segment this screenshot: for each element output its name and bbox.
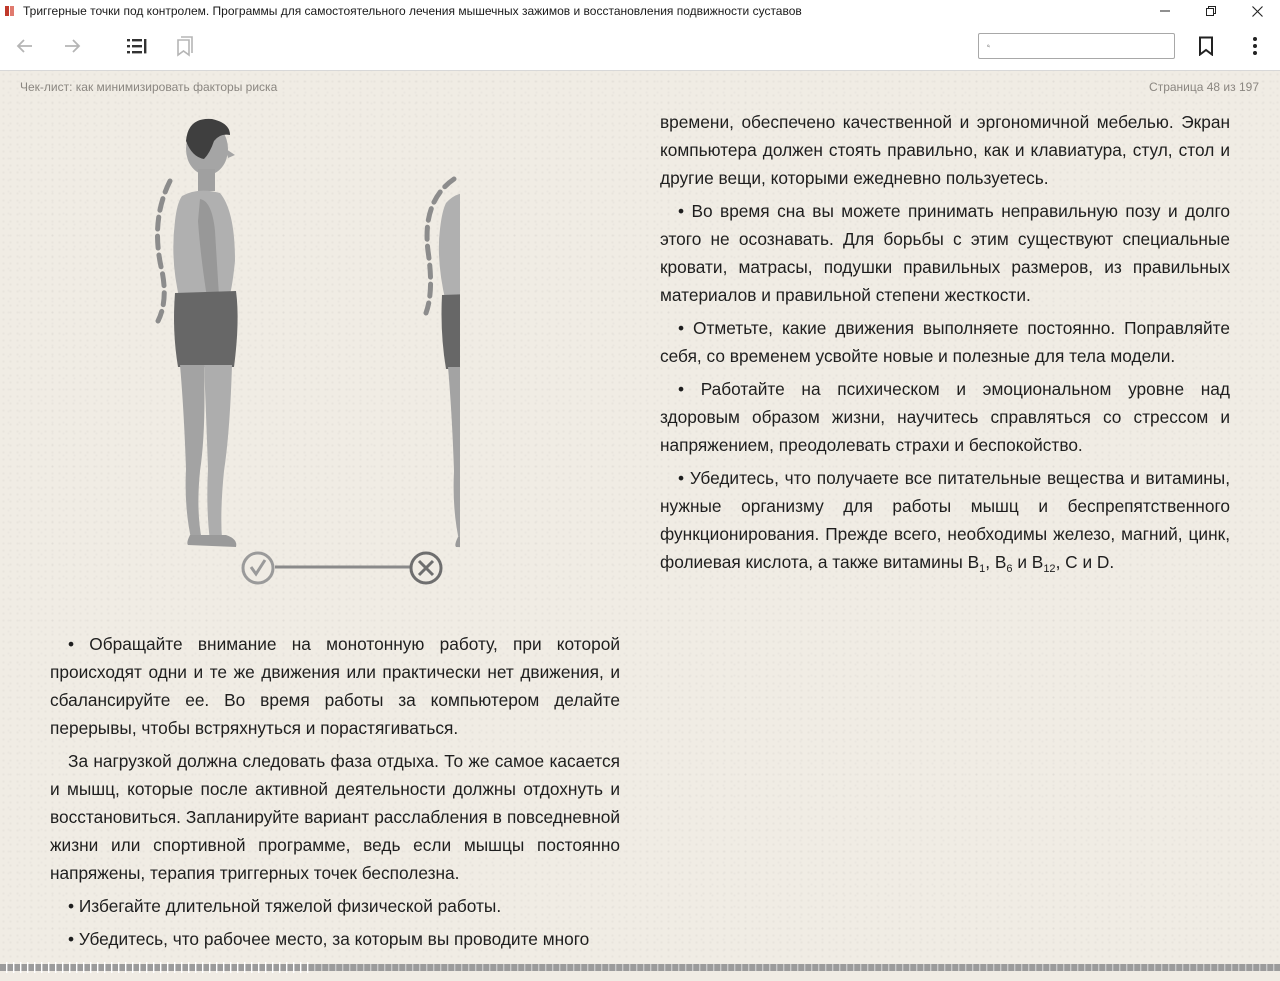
timeline-tick: [559, 964, 560, 971]
timeline-tick: [874, 964, 875, 971]
timeline-tick: [1035, 964, 1036, 971]
timeline-tick: [643, 964, 644, 971]
timeline-tick: [48, 962, 49, 973]
timeline-tick: [818, 964, 819, 971]
timeline-tick: [769, 964, 770, 971]
timeline-tick: [552, 964, 553, 971]
timeline-tick: [811, 964, 812, 971]
timeline-tick: [923, 964, 924, 971]
timeline-tick: [1126, 964, 1127, 971]
arrow-left-icon: [15, 36, 35, 56]
timeline-tick: [195, 962, 196, 973]
posture-illustration: [140, 111, 460, 591]
timeline-tick: [69, 962, 70, 973]
restore-icon: [1206, 6, 1216, 16]
timeline-tick: [20, 962, 21, 973]
timeline-tick: [300, 962, 301, 973]
timeline-tick: [1210, 964, 1211, 971]
timeline-tick: [664, 964, 665, 971]
timeline-tick: [1084, 964, 1085, 971]
timeline-tick: [762, 964, 763, 971]
timeline-tick: [97, 962, 98, 973]
timeline-tick: [1119, 964, 1120, 971]
timeline-tick: [608, 964, 609, 971]
timeline-tick: [167, 962, 168, 973]
timeline-tick: [160, 962, 161, 973]
timeline-tick: [377, 964, 378, 971]
timeline-tick: [657, 964, 658, 971]
timeline-tick: [790, 964, 791, 971]
timeline-tick: [615, 964, 616, 971]
timeline-tick: [748, 964, 749, 971]
timeline-tick: [216, 962, 217, 973]
timeline-tick: [321, 964, 322, 971]
timeline-tick: [104, 962, 105, 973]
right-paragraph: • Отметьте, какие движения выполняете постоянно. Поправляйте себя, со временем усвойте новые и полезные для тела модели.: [660, 318, 1230, 366]
timeline-tick: [412, 964, 413, 971]
timeline-tick: [279, 962, 280, 973]
timeline-tick: [804, 964, 805, 971]
timeline-tick: [1042, 964, 1043, 971]
timeline-tick: [503, 964, 504, 971]
timeline-tick: [1189, 964, 1190, 971]
timeline-tick: [398, 964, 399, 971]
timeline-tick: [405, 964, 406, 971]
timeline-tick: [573, 964, 574, 971]
timeline-tick: [27, 962, 28, 973]
timeline-tick: [720, 964, 721, 971]
timeline-tick: [90, 962, 91, 973]
minimize-button[interactable]: [1142, 0, 1188, 22]
timeline-tick: [55, 962, 56, 973]
timeline-tick: [1238, 964, 1239, 971]
bad-posture-figure: [426, 124, 460, 549]
timeline-tick: [629, 964, 630, 971]
timeline-tick: [6, 962, 7, 973]
good-posture-figure: [158, 119, 238, 547]
timeline-tick: [174, 962, 175, 973]
timeline-tick: [860, 964, 861, 971]
timeline-tick: [1252, 964, 1253, 971]
timeline-tick: [1273, 964, 1274, 971]
check-circle-icon: [241, 551, 275, 585]
timeline-tick: [1049, 964, 1050, 971]
page-timeline[interactable]: [0, 959, 1280, 976]
timeline-tick: [1007, 964, 1008, 971]
timeline-tick: [223, 962, 224, 973]
timeline-tick: [13, 962, 14, 973]
timeline-tick: [125, 962, 126, 973]
more-options-button[interactable]: [1240, 31, 1270, 61]
timeline-tick: [1196, 964, 1197, 971]
timeline-tick: [1014, 964, 1015, 971]
timeline-tick: [251, 962, 252, 973]
timeline-tick: [517, 964, 518, 971]
bookmark-button[interactable]: [1191, 31, 1221, 61]
timeline-tick: [930, 964, 931, 971]
timeline-tick: [244, 962, 245, 973]
timeline-tick: [1175, 964, 1176, 971]
timeline-tick: [587, 964, 588, 971]
timeline-tick: [986, 964, 987, 971]
timeline-tick: [685, 964, 686, 971]
timeline-tick: [524, 964, 525, 971]
timeline-tick: [307, 962, 308, 973]
search-box[interactable]: [978, 33, 1175, 59]
timeline-tick: [1140, 964, 1141, 971]
timeline-tick: [76, 962, 77, 973]
left-paragraph: • Обращайте внимание на монотонную работу, при которой происходят одни и те же движения или практически нет движения, и сбалансируйте ее. Во время работы за компьютером делайте перерывы, чтобы встряхнуться и порастягиваться.: [50, 634, 620, 738]
timeline-tick: [1245, 964, 1246, 971]
timeline-tick: [699, 964, 700, 971]
timeline-tick: [181, 962, 182, 973]
timeline-tick: [475, 964, 476, 971]
timeline-tick: [566, 964, 567, 971]
timeline-tick: [1056, 964, 1057, 971]
timeline-tick: [706, 964, 707, 971]
timeline-tick: [349, 964, 350, 971]
chapter-title: Чек-лист: как минимизировать факторы риска: [20, 80, 278, 94]
timeline-tick: [118, 962, 119, 973]
left-page-text: [50, 630, 620, 958]
timeline-tick: [909, 964, 910, 971]
back-button[interactable]: [10, 31, 40, 61]
page-indicator: Страница 48 из 197: [1149, 80, 1259, 94]
timeline-tick: [153, 962, 154, 973]
timeline-tick: [272, 962, 273, 973]
timeline-tick: [783, 964, 784, 971]
timeline-tick: [902, 964, 903, 971]
timeline-tick: [538, 964, 539, 971]
timeline-tick: [839, 964, 840, 971]
timeline-tick: [594, 964, 595, 971]
timeline-tick: [230, 962, 231, 973]
timeline-tick: [363, 964, 364, 971]
timeline-tick: [650, 964, 651, 971]
right-paragraph: • Работайте на психическом и эмоциональном уровне над здоровым образом жизни, научитесь справляться со стрессом и напряжением, преодолевать страхи и беспокойство.: [660, 379, 1230, 455]
close-button[interactable]: [1234, 0, 1280, 22]
close-icon: [1252, 6, 1263, 17]
timeline-tick: [447, 964, 448, 971]
timeline-tick: [734, 964, 735, 971]
timeline-tick: [1224, 964, 1225, 971]
timeline-tick: [384, 964, 385, 971]
timeline-tick: [825, 964, 826, 971]
timeline-tick: [293, 962, 294, 973]
timeline-tick: [342, 964, 343, 971]
timeline-tick: [580, 964, 581, 971]
timeline-tick: [188, 962, 189, 973]
timeline-tick: [111, 962, 112, 973]
right-paragraph: • Во время сна вы можете принимать неправильную позу и долго этого не осознавать. Для борьбы с этим существуют специальные кровати, матрасы, подушки правильных размеров, из правильных материалов и правильной степени жесткости.: [660, 201, 1230, 305]
reader-toolbar: [0, 22, 1280, 71]
timeline-tick: [209, 962, 210, 973]
timeline-tick: [727, 964, 728, 971]
timeline-tick: [972, 964, 973, 971]
timeline-tick: [713, 964, 714, 971]
timeline-tick: [1259, 964, 1260, 971]
timeline-tick: [1231, 964, 1232, 971]
timeline-tick: [671, 964, 672, 971]
bookmark-icon: [1197, 36, 1215, 56]
left-paragraph: • Избегайте длительной тяжелой физической работы.: [68, 896, 502, 916]
timeline-tick: [937, 964, 938, 971]
timeline-tick: [678, 964, 679, 971]
timeline-tick: [1161, 964, 1162, 971]
timeline-tick: [132, 962, 133, 973]
timeline-tick: [328, 964, 329, 971]
timeline-tick: [916, 964, 917, 971]
timeline-tick: [62, 962, 63, 973]
forward-button[interactable]: [57, 31, 87, 61]
search-icon: [987, 40, 990, 52]
timeline-tick: [482, 964, 483, 971]
timeline-tick: [146, 962, 147, 973]
search-input[interactable]: [994, 34, 1174, 58]
table-of-contents-icon: [126, 36, 148, 56]
right-paragraph-vitamins: • Убедитесь, что получаете все питательные вещества и витамины, нужные организму для работы мышц и беспрепятственного функционирования. Прежде всего, необходимы железо, магний, цинк, фолиевая кислота, а также витамины $В_1$, $В_6$ и $В_{12}$, С и D.: [660, 468, 1230, 575]
timeline-tick: [1168, 964, 1169, 971]
timeline-tick: [468, 964, 469, 971]
timeline-tick: [335, 964, 336, 971]
timeline-tick: [83, 962, 84, 973]
timeline-tick: [846, 964, 847, 971]
timeline-tick: [1098, 964, 1099, 971]
timeline-tick: [545, 964, 546, 971]
timeline-tick: [692, 964, 693, 971]
table-of-contents-button[interactable]: [122, 31, 152, 61]
timeline-tick: [1091, 964, 1092, 971]
timeline-ticks[interactable]: [0, 959, 1280, 976]
timeline-tick: [454, 964, 455, 971]
timeline-tick: [776, 964, 777, 971]
timeline-tick: [1182, 964, 1183, 971]
timeline-tick: [958, 964, 959, 971]
timeline-tick: [1147, 964, 1148, 971]
app-book-icon: [3, 4, 17, 18]
timeline-tick: [1000, 964, 1001, 971]
timeline-tick: [755, 964, 756, 971]
timeline-tick: [1133, 964, 1134, 971]
timeline-tick: [979, 964, 980, 971]
timeline-tick: [622, 964, 623, 971]
title-bar: [0, 0, 1280, 22]
timeline-tick: [461, 964, 462, 971]
window-title: Триггерные точки под контролем. Программы для самостоятельного лечения мышечных зажимов и восстановления подвижности суставов: [23, 4, 802, 18]
right-page-text: [660, 108, 1230, 581]
timeline-tick: [440, 964, 441, 971]
timeline-tick: [391, 964, 392, 971]
timeline-tick: [489, 964, 490, 971]
timeline-tick: [895, 964, 896, 971]
x-circle-icon: [409, 551, 443, 585]
timeline-tick: [853, 964, 854, 971]
timeline-tick: [797, 964, 798, 971]
bookmarks-list-button[interactable]: [170, 31, 200, 61]
timeline-tick: [1203, 964, 1204, 971]
timeline-tick: [944, 964, 945, 971]
timeline-tick: [1266, 964, 1267, 971]
reader-view: [0, 71, 1280, 959]
timeline-tick: [258, 962, 259, 973]
timeline-tick: [636, 964, 637, 971]
timeline-tick: [531, 964, 532, 971]
timeline-tick: [419, 964, 420, 971]
timeline-tick: [601, 964, 602, 971]
timeline-tick: [888, 964, 889, 971]
timeline-tick: [34, 962, 35, 973]
timeline-tick: [314, 964, 315, 971]
timeline-tick: [993, 964, 994, 971]
left-paragraph: • Убедитесь, что рабочее место, за которым вы проводите много: [68, 929, 590, 949]
timeline-tick: [832, 964, 833, 971]
more-vertical-icon: [1252, 36, 1258, 56]
left-paragraph: За нагрузкой должна следовать фаза отдыха. То же самое касается и мышц, которые после активной деятельности должны отдохнуть и восстановиться. Запланируйте вариант расслабления в повседневной жизни или спортивной программе, ведь если мышцы постоянно напряжены, терапия триггерных точек бесполезна.: [50, 751, 620, 883]
timeline-tick: [1105, 964, 1106, 971]
timeline-tick: [510, 964, 511, 971]
timeline-tick: [965, 964, 966, 971]
timeline-tick: [1112, 964, 1113, 971]
timeline-tick: [1070, 964, 1071, 971]
arrow-right-icon: [62, 36, 82, 56]
timeline-tick: [1217, 964, 1218, 971]
timeline-tick: [951, 964, 952, 971]
timeline-tick: [1021, 964, 1022, 971]
timeline-tick: [1154, 964, 1155, 971]
minimize-icon: [1160, 6, 1170, 16]
timeline-tick: [741, 964, 742, 971]
timeline-tick: [881, 964, 882, 971]
timeline-tick: [433, 964, 434, 971]
timeline-tick: [426, 964, 427, 971]
right-paragraph: времени, обеспечено качественной и эргономичной мебелью. Экран компьютера должен стоять правильно, как и клавиатура, стул, стол и другие вещи, которыми ежедневно пользуетесь.: [660, 112, 1230, 188]
timeline-tick: [496, 964, 497, 971]
timeline-tick: [1063, 964, 1064, 971]
timeline-tick: [356, 964, 357, 971]
timeline-tick: [370, 964, 371, 971]
bookmarks-list-icon: [174, 35, 196, 57]
timeline-tick: [139, 962, 140, 973]
timeline-tick: [265, 962, 266, 973]
window-controls: [1142, 0, 1280, 22]
timeline-tick: [41, 962, 42, 973]
restore-button[interactable]: [1188, 0, 1234, 22]
timeline-tick: [1028, 964, 1029, 971]
timeline-tick: [1077, 964, 1078, 971]
timeline-tick: [237, 962, 238, 973]
timeline-tick: [286, 962, 287, 973]
timeline-tick: [867, 964, 868, 971]
timeline-tick: [202, 962, 203, 973]
